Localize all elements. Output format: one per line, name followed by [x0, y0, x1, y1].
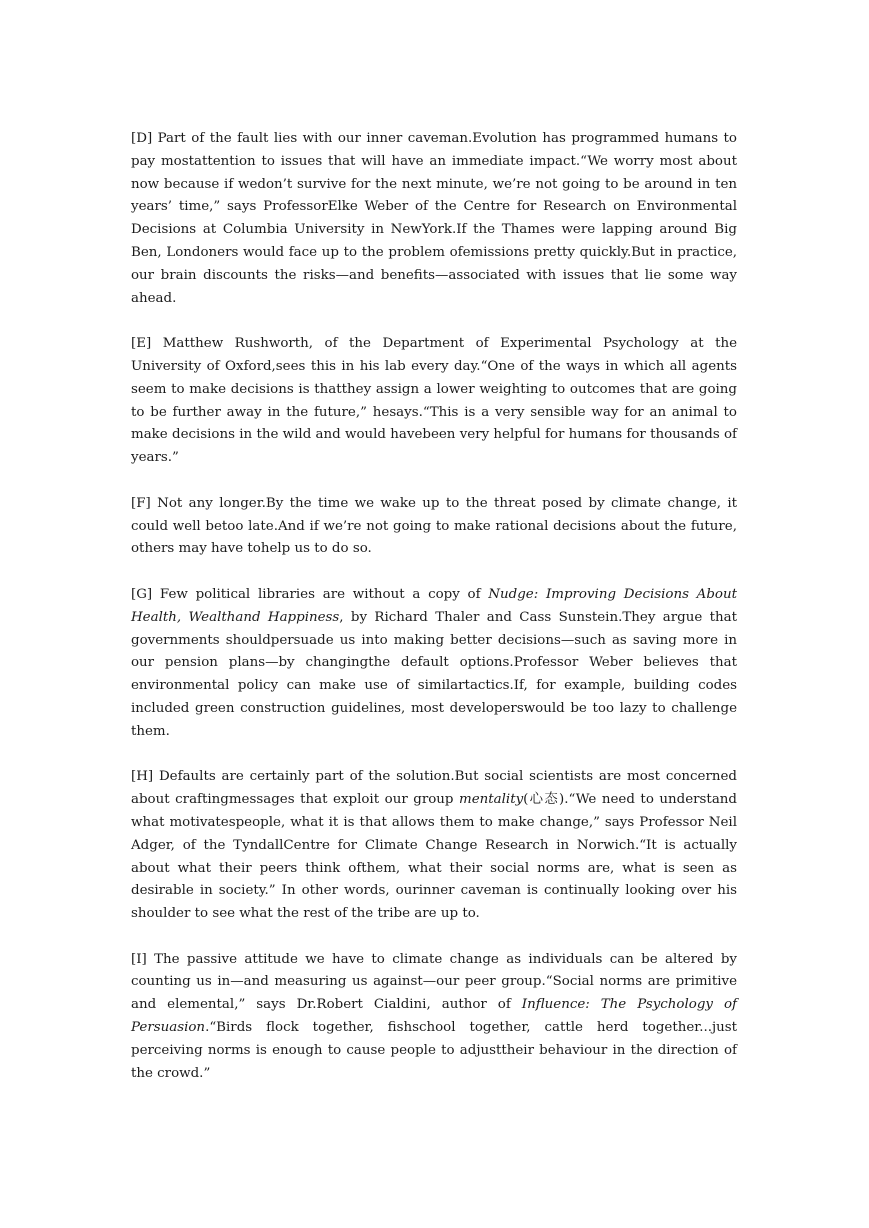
- paragraph-i: [131, 949, 737, 1086]
- paragraph-i-text-start: [I] The passive attitude we have to climate change as individuals can be altered by counting us in—and measuring us against—our peer group.“Social norms are primitive and elemental,” says Dr.Robert Cialdini, author of: [131, 951, 737, 1013]
- paragraph-h-text-start: [H] Defaults are certainly part of the solution.But social scientists are most concerned about craftingmessages that exploit our group: [131, 769, 737, 808]
- paragraph-g-text-end: , by Richard Thaler and Cass Sunstein.They argue that governments shouldpersuade us into making better decisions—such as saving more in our pension plans—by changingthe default options.Professor Weber believes that environmental policy can make use of similartactics.If, for example, building codes included green construction guidelines, most developerswould be too lazy to challenge them.: [131, 609, 737, 739]
- paragraph-d: [131, 128, 737, 310]
- paragraph-e-text: [E] Matthew Rushworth, of the Department of Experimental Psychology at the University of Oxford,sees this in his lab every day.“One of the ways in which all agents seem to make decisions is thatthey assign a lower weighting to outcomes that are going to be further away in the future,” hesays.“This is a very sensible way for an animal to make decisions in the wild and would havebeen very helpful for humans for thousands of years.”: [131, 336, 737, 466]
- paragraph-d-text: [D] Part of the fault lies with our inner caveman.Evolution has programmed humans to pay mostattention to issues that will have an immediate impact.“We worry most about now because if wedon’t survive for the next minute, we’re not going to be around in ten years’ time,” says ProfessorElke Weber of the Centre for Research on Environmental Decisions at Columbia University in NewYork.If the Thames were lapping around Big Ben, Londoners would face up to the problem ofemissions pretty quickly.But in practice, our brain discounts the risks—and benefits—associated with issues that lie some way ahead.: [131, 131, 737, 306]
- paragraph-h: [131, 766, 737, 926]
- paragraph-e: [131, 333, 737, 470]
- document-page: [131, 128, 737, 1108]
- paragraph-i-text-end: .“Birds flock together, fishschool together, cattle herd together...just perceiving norms is enough to cause people to adjusttheir behaviour in the direction of the crowd.”: [131, 1020, 737, 1081]
- paragraph-f: [131, 493, 737, 561]
- paragraph-g-text-start: [G] Few political libraries are without a copy of: [131, 586, 489, 602]
- paragraph-g: [131, 584, 737, 744]
- book-title-influence: Influence: The Psychology of Persuasion: [131, 997, 737, 1036]
- paragraph-h-text-end: (心态).“We need to understand what motivatespeople, what it is that allows them to make change,” says Professor Neil Adger, of the TyndallCentre for Climate Change Research in Norwich.“It is actually about what their peers think ofthem, what their social norms are, what is seen as desirable in society.” In other words, ourinner caveman is continually looking over his shoulder to see what the rest of the tribe are up to.: [131, 792, 737, 922]
- paragraph-f-text: [F] Not any longer.By the time we wake up to the threat posed by climate change, it could well betoo late.And if we’re not going to make rational decisions about the future, others may have tohelp us to do so.: [131, 495, 737, 557]
- term-mentality: mentality: [459, 792, 524, 808]
- book-title-nudge: Nudge: Improving Decisions About Health, Wealthand Happiness: [131, 586, 737, 625]
